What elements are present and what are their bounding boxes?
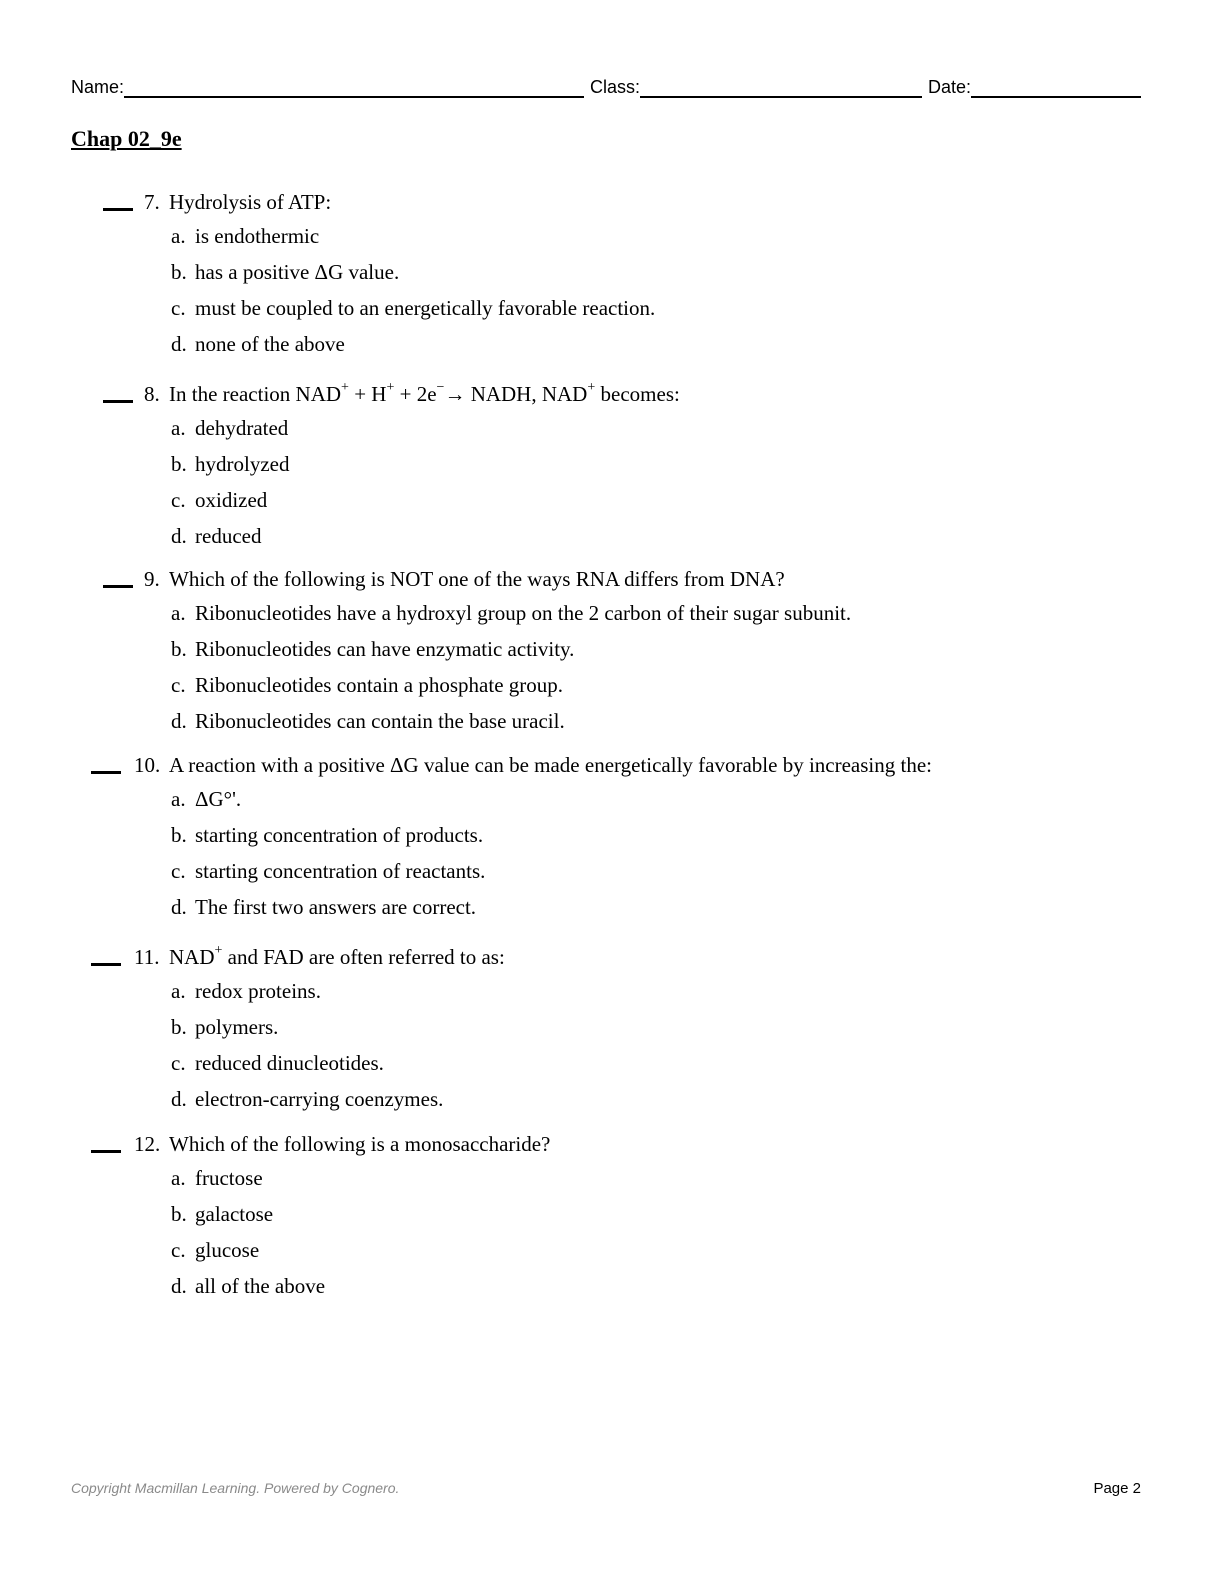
option-letter: a. bbox=[171, 416, 186, 440]
option-letter: d. bbox=[171, 895, 187, 919]
option-text: Ribonucleotides contain a phosphate group. bbox=[195, 673, 564, 697]
option bbox=[0, 290, 1224, 326]
option-letter: c. bbox=[171, 1051, 186, 1075]
question-number: 9. bbox=[144, 567, 160, 591]
option-text: Ribonucleotides can contain the base uracil. bbox=[195, 709, 565, 733]
option-text: redox proteins. bbox=[195, 979, 321, 1003]
option-letter: b. bbox=[171, 1202, 187, 1226]
question-number: 7. bbox=[144, 190, 160, 214]
option-text: is endothermic bbox=[195, 224, 320, 248]
class-field[interactable] bbox=[640, 76, 922, 98]
question-text: Which of the following is a monosaccharide? bbox=[169, 1132, 551, 1156]
option bbox=[0, 1196, 1224, 1232]
question-number: 11. bbox=[134, 945, 160, 969]
option bbox=[0, 1009, 1224, 1045]
option-text: hydrolyzed bbox=[195, 452, 290, 476]
option bbox=[0, 781, 1224, 817]
option bbox=[0, 703, 1224, 739]
option-text: ΔG°'. bbox=[195, 787, 242, 811]
question-text: In the reaction NAD+ + H+ + 2e−→ NADH, NAD+ becomes: bbox=[169, 380, 680, 406]
option-text: fructose bbox=[195, 1166, 263, 1190]
option-text: none of the above bbox=[195, 332, 345, 356]
option-text: has a positive ΔG value. bbox=[195, 260, 400, 284]
option-text: must be coupled to an energetically favorable reaction. bbox=[195, 296, 656, 320]
option-letter: a. bbox=[171, 787, 186, 811]
option bbox=[0, 518, 1224, 554]
option-letter: a. bbox=[171, 1166, 186, 1190]
option-text: dehydrated bbox=[195, 416, 289, 440]
option-letter: c. bbox=[171, 296, 186, 320]
question-8 bbox=[0, 378, 1224, 554]
option-letter: d. bbox=[171, 709, 187, 733]
option bbox=[0, 254, 1224, 290]
option bbox=[0, 817, 1224, 853]
answer-blank[interactable] bbox=[91, 1150, 121, 1153]
option-text: electron-carrying coenzymes. bbox=[195, 1087, 444, 1111]
option bbox=[0, 889, 1224, 925]
option-text: Ribonucleotides can have enzymatic activity. bbox=[195, 637, 575, 661]
option-letter: b. bbox=[171, 452, 187, 476]
answer-blank[interactable] bbox=[91, 771, 121, 774]
option-text: reduced bbox=[195, 524, 262, 548]
option-letter: b. bbox=[171, 260, 187, 284]
option-letter: c. bbox=[171, 488, 186, 512]
option bbox=[0, 446, 1224, 482]
option bbox=[0, 1268, 1224, 1304]
date-label: Date: bbox=[928, 77, 972, 97]
option-letter: b. bbox=[171, 637, 187, 661]
question-text: Hydrolysis of ATP: bbox=[169, 190, 332, 214]
question-9 bbox=[0, 563, 1224, 739]
question-number: 12. bbox=[134, 1132, 161, 1156]
option-text: oxidized bbox=[195, 488, 268, 512]
option-letter: b. bbox=[171, 1015, 187, 1039]
answer-blank[interactable] bbox=[103, 208, 133, 211]
question-number: 10. bbox=[134, 753, 161, 777]
student-info-header bbox=[71, 72, 1141, 98]
option bbox=[0, 482, 1224, 518]
option bbox=[0, 1045, 1224, 1081]
option bbox=[0, 1160, 1224, 1196]
option bbox=[0, 595, 1224, 631]
option bbox=[0, 631, 1224, 667]
option-letter: c. bbox=[171, 1238, 186, 1262]
copyright-footer: Copyright Macmillan Learning. Powered by Cognero. bbox=[71, 1480, 400, 1496]
option-letter: d. bbox=[171, 524, 187, 548]
option bbox=[0, 1232, 1224, 1268]
option-letter: c. bbox=[171, 673, 186, 697]
option bbox=[0, 667, 1224, 703]
page-number: Page 2 bbox=[1093, 1480, 1141, 1497]
option-letter: a. bbox=[171, 979, 186, 1003]
option-letter: c. bbox=[171, 859, 186, 883]
question-number: 8. bbox=[144, 382, 160, 406]
option bbox=[0, 410, 1224, 446]
option-text: Ribonucleotides have a hydroxyl group on the 2 carbon of their sugar subunit. bbox=[195, 601, 852, 625]
class-label: Class: bbox=[590, 77, 641, 97]
question-text: A reaction with a positive ΔG value can be made energetically favorable by increasing the: bbox=[169, 753, 932, 777]
option-letter: a. bbox=[171, 601, 186, 625]
chapter-title: Chap 02_9e bbox=[71, 126, 182, 151]
question-text: Which of the following is NOT one of the ways RNA differs from DNA? bbox=[169, 567, 785, 591]
answer-blank[interactable] bbox=[103, 400, 133, 403]
option-letter: d. bbox=[171, 1087, 187, 1111]
answer-blank[interactable] bbox=[91, 963, 121, 966]
option bbox=[0, 973, 1224, 1009]
question-text: NAD+ and FAD are often referred to as: bbox=[169, 943, 505, 969]
option bbox=[0, 1081, 1224, 1117]
date-field[interactable] bbox=[971, 76, 1141, 98]
name-field[interactable] bbox=[124, 76, 584, 98]
name-label: Name: bbox=[71, 77, 125, 97]
option-letter: d. bbox=[171, 1274, 187, 1298]
option-text: galactose bbox=[195, 1202, 274, 1226]
option bbox=[0, 326, 1224, 362]
option bbox=[0, 853, 1224, 889]
option-text: all of the above bbox=[195, 1274, 326, 1298]
question-10 bbox=[0, 749, 1224, 925]
option-letter: a. bbox=[171, 224, 186, 248]
question-11 bbox=[0, 941, 1224, 1117]
question-12 bbox=[0, 1128, 1224, 1304]
option-letter: d. bbox=[171, 332, 187, 356]
option-text: reduced dinucleotides. bbox=[195, 1051, 384, 1075]
option-text: glucose bbox=[195, 1238, 260, 1262]
option-text: starting concentration of reactants. bbox=[195, 859, 486, 883]
option-text: polymers. bbox=[195, 1015, 279, 1039]
answer-blank[interactable] bbox=[103, 585, 133, 588]
option-text: The first two answers are correct. bbox=[195, 895, 477, 919]
option bbox=[0, 218, 1224, 254]
option-letter: b. bbox=[171, 823, 187, 847]
option-text: starting concentration of products. bbox=[195, 823, 484, 847]
question-7 bbox=[0, 186, 1224, 362]
